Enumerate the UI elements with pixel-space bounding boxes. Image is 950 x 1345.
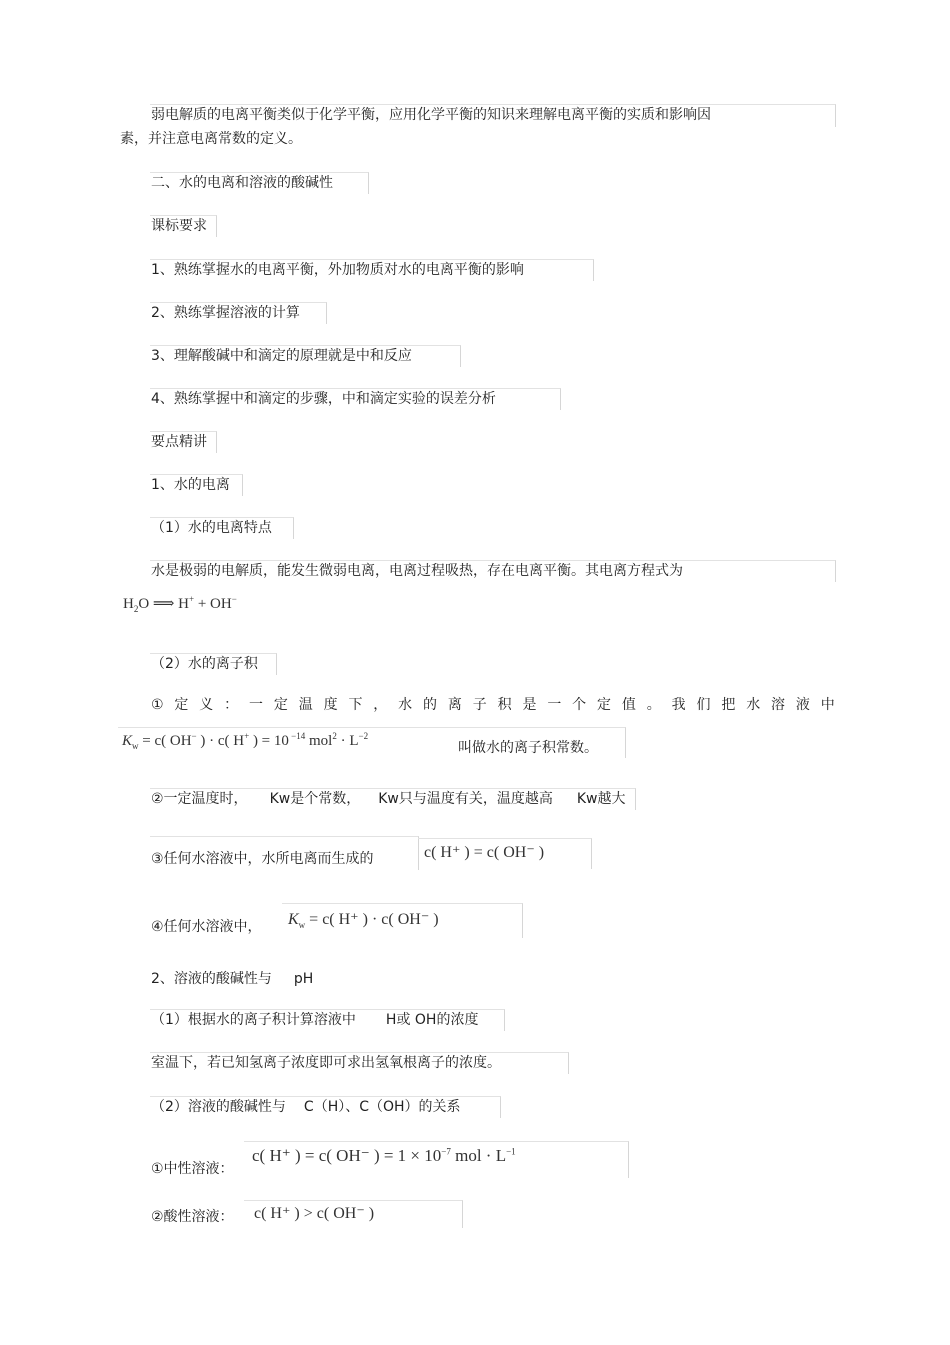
point-subheading: （2）水的离子积 [151,656,258,672]
subsection-heading: 要点精讲 [151,434,207,450]
paragraph-line: 室温下，若已知氢离子浓度即可求出氢氧根离子的浓度。 [151,1055,501,1071]
point-heading: 2、溶液的酸碱性与 pH [151,971,314,987]
ionization-equation: $H_2O$ ⟹ H+ + OH− [123,594,237,614]
subsection-heading: 课标要求 [151,218,207,234]
point3-formula: c( H⁺ ) = c( OH⁻ ) [424,844,545,861]
acid-formula: c( H⁺ ) > c( OH⁻ ) [254,1205,375,1222]
list-item: 1、熟练掌握水的电离平衡，外加物质对水的电离平衡的影响 [151,262,524,278]
acid-label: ②酸性溶液： [151,1209,234,1225]
point-subheading: （1）水的电离特点 [151,520,272,536]
paragraph-line: 水是极弱的电解质，能发生微弱电离，电离过程吸热，存在电离平衡。其电离方程式为 [151,563,683,579]
point-line: ④任何水溶液中， [151,919,262,935]
kw-tail: 叫做水的离子积常数。 [458,740,598,756]
definition-line: ① 定 义 ： 一 定 温 度 下 ， 水 的 离 子 积 是 一 个 定 值 。 我 们 把 水 溶 液 中 [151,697,835,713]
paragraph-line: 素，并注意电离常数的定义。 [120,131,302,147]
neutral-formula: c( H⁺ ) = c( OH⁻ ) = $1 \times 10^{-7}$ mol · $L^{-1}$ [252,1146,516,1165]
point-heading: 1、水的电离 [151,477,230,493]
list-item: 4、熟练掌握中和滴定的步骤，中和滴定实验的误差分析 [151,391,496,407]
point-line: ②一定温度时， Kw是个常数， Kw只与温度有关，温度越高 Kw越大 [151,791,626,807]
point4-formula: $K_w = c$( H⁺ ) · c( OH⁻ ) [288,911,439,931]
point-line: ③任何水溶液中，水所电离而生成的 [151,851,374,867]
point-subheading: （2）溶液的酸碱性与 C（H）、C（OH）的关系 [151,1099,461,1115]
list-item: 3、理解酸碱中和滴定的原理就是中和反应 [151,348,412,364]
section-heading: 二、水的电离和溶液的酸碱性 [151,175,333,191]
neutral-label: ①中性溶液： [151,1161,234,1177]
list-item: 2、熟练掌握溶液的计算 [151,305,300,321]
kw-formula: $K_w = c$( OH− ) · c( H+ ) = 10 $^{-14}$ $mol^2 \cdot L^{-2}$ [122,731,369,751]
point-subheading: （1）根据水的离子积计算溶液中 H或 OH的浓度 [151,1012,479,1028]
paragraph-line: 弱电解质的电离平衡类似于化学平衡，应用化学平衡的知识来理解电离平衡的实质和影响因 [151,107,711,123]
